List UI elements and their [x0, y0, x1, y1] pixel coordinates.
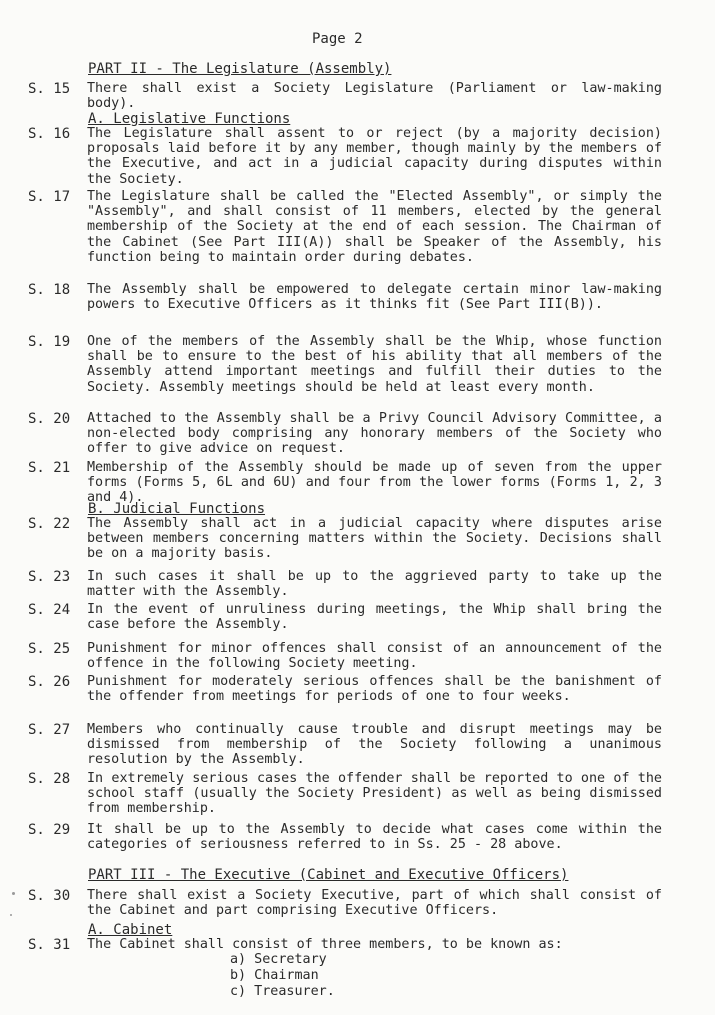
section-text: Attached to the Assembly shall be a Privy Council Advisory Committee, a non-elected body comprising any honorary members of the Society who offer to give advice on request. — [87, 411, 662, 457]
cabinet-item-chairman: b) Chairman — [230, 968, 319, 983]
section-text: There shall exist a Society Executive, part of which shall consist of the Cabinet and part comprising Executive Officers. — [87, 888, 662, 919]
section-label: S. 24 — [28, 602, 71, 618]
section-label: S. 17 — [28, 189, 71, 205]
section-label: S. 29 — [28, 822, 71, 838]
section-label: S. 31 — [28, 937, 71, 953]
section-text: The Legislature shall be called the "Elected Assembly", or simply the "Assembly", and shall consist of 11 members, elected by the general membership of the Society at the end of each session. The Chairman of the Cabinet (See Part III(A)) shall be Speaker of the Assembly, his function being to maintain order during debates. — [87, 189, 662, 265]
section-label: S. 18 — [28, 282, 71, 298]
section-label: S. 15 — [28, 81, 71, 97]
section-label: S. 27 — [28, 722, 71, 738]
section-label: S. 28 — [28, 771, 71, 787]
section-text: Punishment for moderately serious offences shall be the banishment of the offender from meetings for periods of one to four weeks. — [87, 674, 662, 705]
section-label: S. 19 — [28, 334, 71, 350]
section-label: S. 26 — [28, 674, 71, 690]
cabinet-subheading: A. Cabinet — [88, 922, 173, 938]
legislative-functions-subheading: A. Legislative Functions — [88, 111, 291, 127]
section-text: The Cabinet shall consist of three members, to be known as: — [87, 937, 563, 952]
section-text: In such cases it shall be up to the aggrieved party to take up the matter with the Assembly. — [87, 569, 662, 600]
section-label: S. 30 — [28, 888, 71, 904]
section-text: In extremely serious cases the offender shall be reported to one of the school staff (usually the Society President) as well as being dismissed from membership. — [87, 771, 662, 817]
section-text: It shall be up to the Assembly to decide what cases come within the categories of seriousness referred to in Ss. 25 - 28 above. — [87, 822, 662, 853]
section-label: S. 20 — [28, 411, 71, 427]
part-ii-heading: PART II - The Legislature (Assembly) — [88, 61, 392, 77]
section-text: Membership of the Assembly should be made up of seven from the upper forms (Forms 5, 6L and 6U) and four from the lower forms (Forms 1, 2, 3 and 4). — [87, 460, 662, 506]
section-text: There shall exist a Society Legislature (Parliament or law-making body). — [87, 81, 662, 112]
cabinet-item-secretary: a) Secretary — [230, 952, 327, 967]
section-text: One of the members of the Assembly shall be the Whip, whose function shall be to ensure to the best of his ability that all members of the Assembly attend important meetings and fulfill their duties to the Society. Assembly meetings should be held at least every month. — [87, 334, 662, 395]
section-text: The Assembly shall act in a judicial capacity where disputes arise between members concerning matters within the Society. Decisions shall be on a majority basis. — [87, 516, 662, 562]
section-text: Members who continually cause trouble and disrupt meetings may be dismissed from membership of the Society following a unanimous resolution by the Assembly. — [87, 722, 662, 768]
judicial-functions-subheading: B. Judicial Functions — [88, 501, 266, 517]
section-label: S. 25 — [28, 641, 71, 657]
section-label: S. 21 — [28, 460, 71, 476]
part-iii-heading: PART III - The Executive (Cabinet and Executive Officers) — [88, 867, 569, 883]
section-label: S. 16 — [28, 126, 71, 142]
section-text: The Assembly shall be empowered to delegate certain minor law-making powers to Executive Officers as it thinks fit (See Part III(B)). — [87, 282, 662, 313]
cabinet-item-treasurer: c) Treasurer. — [230, 984, 335, 999]
paper-speck — [10, 914, 12, 916]
section-text: The Legislature shall assent to or reject (by a majority decision) proposals laid before it by any member, though mainly by the members of the Executive, and act in a judicial capacity during disputes within the Society. — [87, 126, 662, 187]
section-label: S. 23 — [28, 569, 71, 585]
paper-speck — [12, 892, 15, 895]
page-number: Page 2 — [312, 31, 363, 47]
section-text: In the event of unruliness during meetings, the Whip shall bring the case before the Assembly. — [87, 602, 662, 633]
section-text: Punishment for minor offences shall consist of an announcement of the offence in the following Society meeting. — [87, 641, 662, 672]
section-label: S. 22 — [28, 516, 71, 532]
